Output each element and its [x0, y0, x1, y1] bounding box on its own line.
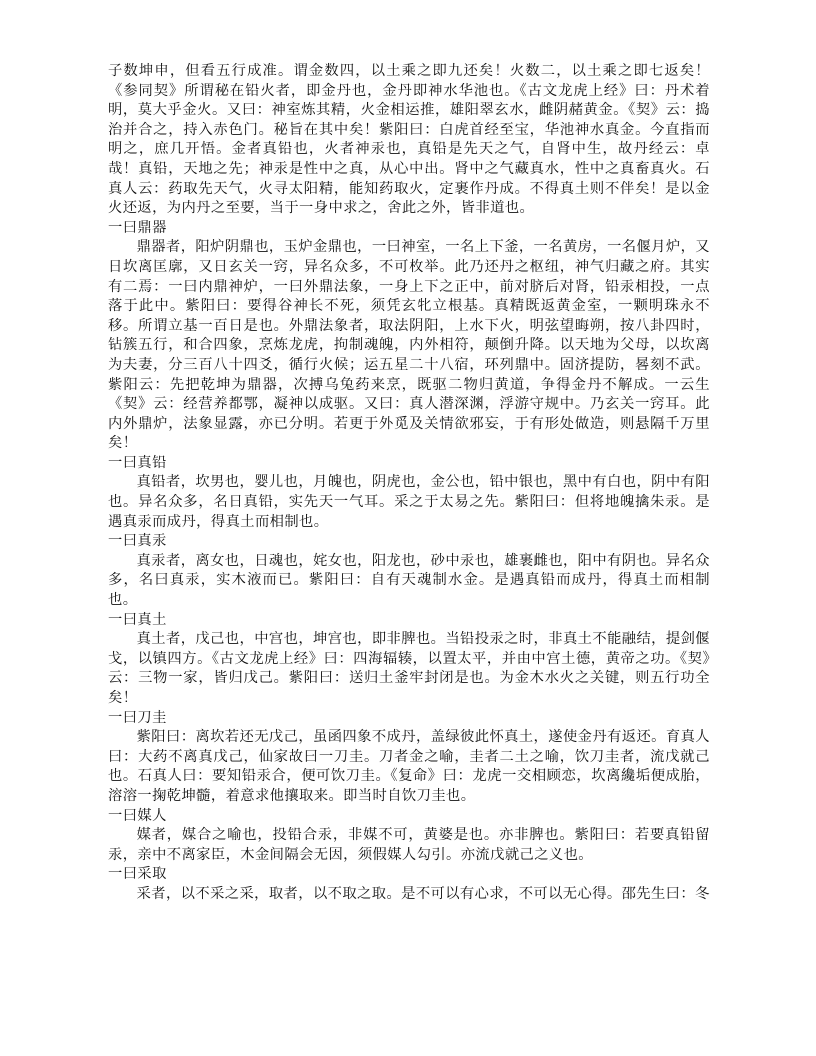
section-body-zhenqian: 真铅者，坎男也，婴儿也，月魄也，阴虎也，金公也，铅中银也，黑中有白也，阴中有阳也。异名众多，名日真铅，实先天一气耳。采之于太易之先。紫阳曰：但将地魄擒朱汞。是遇真汞而成丹，得真土而相制也。 — [108, 474, 710, 530]
section-title-meiren: 一曰媒人 — [108, 807, 167, 824]
intro-paragraph: 子数坤申，但看五行成准。谓金数四，以土乘之即九还矣！火数二，以土乘之即七返矣！《参同契》所谓秘在铅火者，即金丹也，金丹即神水华池也。《古文龙虎上经》曰：丹术着明，莫大乎金火。又曰：神室炼其精，火金相运推，雄阳翠玄水，雌阴赭黄金。《契》云：捣治并合之，持入赤色门。秘旨在其中矣！紫阳曰：白虎首经至宝，华池神水真金。今直指而明之，庶几开悟。金者真铅也，火者神汞也，真铅是先天之气，自肾中生，故丹经云：卓哉！真铅，天地之先；神汞是性中之真，从心中出。肾中之气藏真水，性中之真畜真火。石真人云：药取先天气，火寻太阳精，能知药取火，定裹作丹成。不得真土则不伴矣！是以金火还返，为内丹之至要，当于一身中求之，舍此之外，皆非道也。 — [108, 63, 710, 217]
section-title-zhentu: 一曰真土 — [108, 611, 167, 628]
section-title-zhengong: 一曰真汞 — [108, 533, 167, 550]
section-body-zhengong: 真汞者，离女也，日魂也，姹女也，阳龙也，砂中汞也，雄裹雌也，阳中有阴也。异名众多，名曰真汞，实木液而已。紫阳曰：自有天魂制水金。是遇真铅而成丹，得真土而相制也。 — [108, 552, 710, 609]
section-body-dingqi: 鼎器者，阳炉阴鼎也，玉炉金鼎也，一曰神室，一名上下釜，一名黄房，一名偃月炉，又日坎离匡廓，又日玄关一窍，异名众多，不可枚举。此乃还丹之枢纽，神气归藏之府。其实有二焉：一曰内鼎神炉，一曰外鼎法象，一身上下之正中，前对脐后对肾，铅汞相投，一点落于此中。紫阳曰：要得谷神长不死，须凭玄牝立根基。真精既返黄金室，一颗明珠永不移。所谓立基一百日是也。外鼎法象者，取法阴阳，上水下火，明弦望晦朔，按八卦四时，钻簇五行，和合四象，烹炼龙虎，拘制魂魄，内外相符，颠倒升降。以天地为父母，以坎离为夫妻，分三百八十四爻，循行火候；运五星二十八宿，环列鼎中。固济提防，晷刻不武。紫阳云：先把乾坤为鼎器，次搏乌兔药来烹，既驱二物归黄道，争得金丹不解成。一云生《契》云：经营养都鄂，凝神以成驱。又曰：真人潜深渊，浮游守规中。乃玄关一窍耳。此内外鼎炉，法象显露，亦已分明。若更于外觅及关情欲邪妄，于有形处做造，则悬隔千万里矣！ — [108, 239, 710, 452]
section-body-meiren: 媒者，媒合之喻也，投铅合汞，非媒不可，黄婆是也。亦非脾也。紫阳曰：若要真铅留汞，亲中不离家臣，木金间隔会无因，须假媒人勾引。亦流戊就己之义也。 — [108, 827, 710, 863]
section-body-daogui: 紫阳曰：离坎若还无戊己，虽函四象不成丹，盖绿彼此怀真土，遂使金丹有返还。育真人曰：大药不离真戊己，仙家故曰一刀圭。刀者金之喻，圭者二土之喻，饮刀圭者，流戊就己也。石真人曰：要知铅汞合，便可饮刀圭。《复命》曰：龙虎一交相顾恋，坎离纔垢便成胎，溶溶一掬乾坤髓，着意求他攘取来。即当时自饮刀圭也。 — [108, 729, 710, 804]
section-title-zhenqian: 一曰真铅 — [108, 454, 167, 471]
section-body-zhentu: 真土者，戊己也，中宫也，坤宫也，即非脾也。当铅投汞之时，非真土不能融结，提剑偃戈，以镇四方。《古文龙虎上经》曰：四海辐辏，以置太平，并由中宫土德，黄帝之功。《契》云：三物一家，皆归戊己。紫阳曰：送归土釜牢封闭是也。为金木水火之关键，则五行功全矣！ — [108, 631, 710, 706]
section-body-caiqu: 采者，以不采之采，取者，以不取之取。是不可以有心求，不可以无心得。邵先生曰：冬 — [136, 885, 710, 902]
section-title-daogui: 一曰刀圭 — [108, 709, 167, 726]
section-title-caiqu: 一曰采取 — [108, 866, 167, 883]
section-title-dingqi: 一曰鼎器 — [108, 219, 167, 236]
document-page — [108, 62, 710, 905]
